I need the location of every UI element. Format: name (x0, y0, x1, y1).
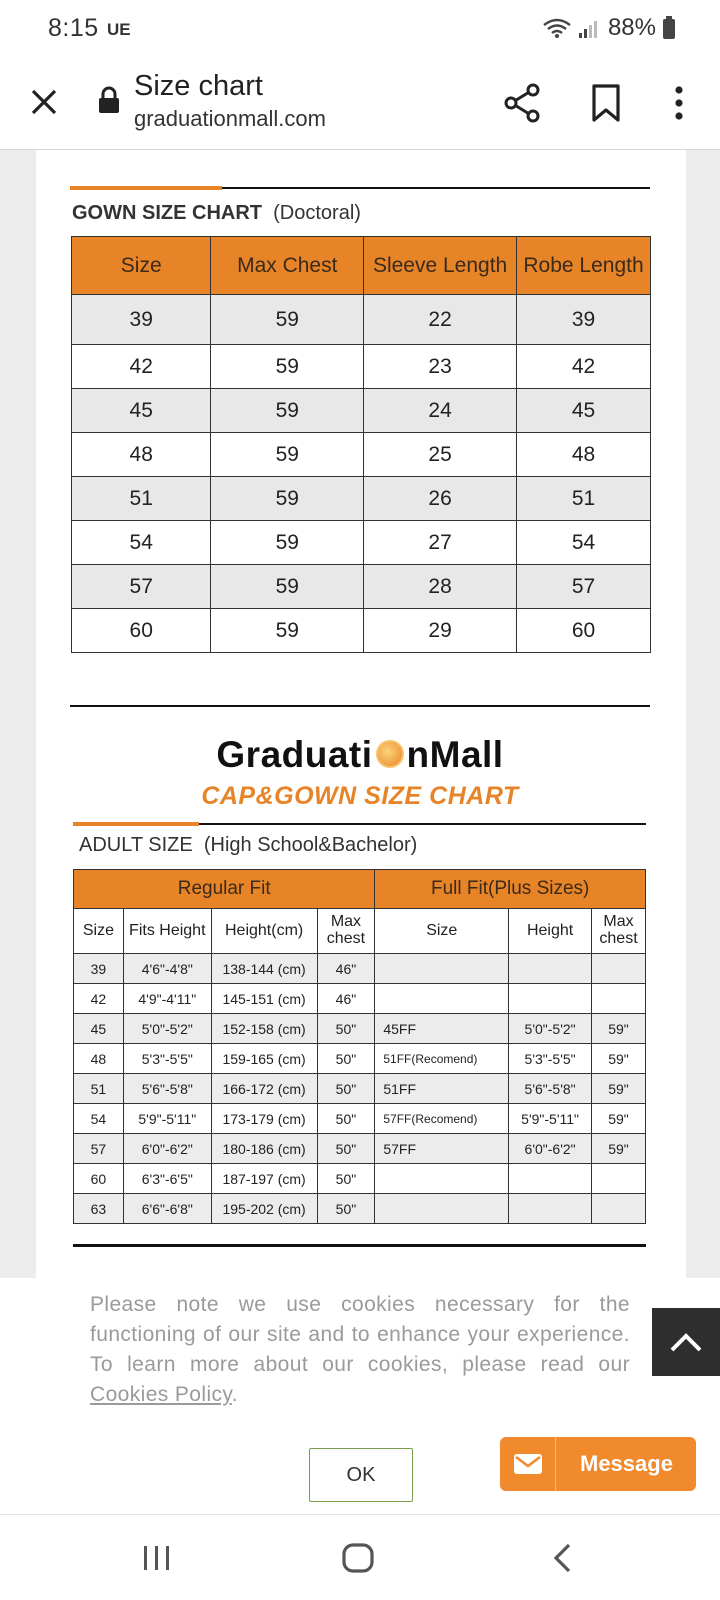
table-row (72, 433, 651, 477)
table-row (74, 984, 646, 1014)
brand-logo (0, 734, 720, 776)
adult-col-ff-height: Height (509, 909, 592, 954)
table-row (74, 1104, 646, 1134)
page-url[interactable]: graduationmall.com (134, 106, 326, 131)
gown-cell: 60 (517, 609, 651, 653)
gown-cell: 59 (211, 477, 364, 521)
gown-cell: 51 (517, 477, 651, 521)
message-button[interactable] (500, 1437, 696, 1491)
table-row (74, 954, 646, 984)
section-divider-accent (70, 186, 222, 190)
gown-cell: 59 (211, 565, 364, 609)
recent-apps-button[interactable] (140, 1543, 174, 1578)
gown-cell: 59 (211, 295, 364, 345)
adult-cell: 57FF (375, 1134, 509, 1164)
cookie-notice-body: Please note we use cookies necessary for the functioning of our site and to enhance your experience. To learn more about our cookies, please read our (90, 1293, 630, 1376)
gown-cell: 26 (364, 477, 517, 521)
adult-cell: 4'9"-4'11" (123, 984, 211, 1014)
adult-cell: 5'3"-5'5" (509, 1044, 592, 1074)
adult-cell: 5'0"-5'2" (509, 1014, 592, 1044)
cookie-notice-text (90, 1290, 630, 1410)
table-row (74, 1074, 646, 1104)
home-button[interactable] (340, 1541, 376, 1580)
gown-cell: 45 (517, 389, 651, 433)
adult-cell: 187-197 (cm) (211, 1164, 317, 1194)
adult-cell (375, 1164, 509, 1194)
lock-icon (98, 86, 120, 114)
page-title: Size chart (134, 70, 263, 102)
home-icon (340, 1541, 376, 1575)
adult-cell: 5'9"-5'11" (509, 1104, 592, 1134)
back-button[interactable] (550, 1541, 576, 1580)
gown-chart-heading (72, 202, 361, 225)
adult-cell (509, 1164, 592, 1194)
gown-chart-heading-bold: GOWN SIZE CHART (72, 202, 262, 224)
gown-cell: 29 (364, 609, 517, 653)
adult-cell: 59" (592, 1074, 646, 1104)
adult-cell (375, 954, 509, 984)
adult-cell: 50" (317, 1194, 375, 1224)
adult-cell: 46" (317, 954, 375, 984)
scroll-to-top-button[interactable] (652, 1308, 720, 1376)
section-divider-accent (73, 822, 199, 826)
table-row (72, 345, 651, 389)
adult-cell: 50" (317, 1104, 375, 1134)
adult-cell: 63 (74, 1194, 124, 1224)
adult-col-fits-height: Fits Height (123, 909, 211, 954)
table-row (72, 521, 651, 565)
adult-col-height-cm: Height(cm) (211, 909, 317, 954)
status-carrier: UE (107, 20, 131, 39)
adult-cell: 45 (74, 1014, 124, 1044)
brand-logo-right: nMall (406, 734, 504, 775)
adult-cell: 48 (74, 1044, 124, 1074)
cookies-policy-link[interactable]: Cookies Policy (90, 1383, 232, 1406)
adult-cell: 5'6"-5'8" (123, 1074, 211, 1104)
adult-cell: 51FF (375, 1074, 509, 1104)
status-time: 8:15 (48, 14, 99, 42)
status-indicators (542, 14, 676, 42)
message-button-label: Message (580, 1451, 673, 1476)
adult-col-max-chest: Max chest (317, 909, 375, 954)
adult-cell (509, 1194, 592, 1224)
adult-cell: 138-144 (cm) (211, 954, 317, 984)
table-row (74, 1164, 646, 1194)
table-row (72, 477, 651, 521)
adult-cell: 5'0"-5'2" (123, 1014, 211, 1044)
gown-col-max-chest: Max Chest (211, 237, 364, 295)
adult-col-ff-size: Size (375, 909, 509, 954)
adult-cell: 5'6"-5'8" (509, 1074, 592, 1104)
adult-chart-heading (79, 834, 417, 857)
adult-size-table (73, 869, 646, 1224)
adult-cell: 180-186 (cm) (211, 1134, 317, 1164)
gown-table-header (72, 237, 651, 295)
gown-cell: 60 (72, 609, 211, 653)
gown-cell: 59 (211, 433, 364, 477)
gown-cell: 27 (364, 521, 517, 565)
table-row (72, 389, 651, 433)
gown-cell: 59 (211, 521, 364, 565)
system-nav-bar (0, 1514, 720, 1600)
mail-icon (500, 1437, 556, 1491)
adult-cell: 50" (317, 1014, 375, 1044)
adult-cell: 50" (317, 1164, 375, 1194)
adult-cell: 54 (74, 1104, 124, 1134)
adult-cell: 59" (592, 1104, 646, 1134)
gown-cell: 54 (517, 521, 651, 565)
gown-cell: 59 (211, 389, 364, 433)
table-row (72, 565, 651, 609)
adult-cell (509, 954, 592, 984)
adult-cell (375, 984, 509, 1014)
adult-cell: 152-158 (cm) (211, 1014, 317, 1044)
adult-cell: 6'6"-6'8" (123, 1194, 211, 1224)
gown-cell: 22 (364, 295, 517, 345)
more-options-button[interactable] (664, 80, 694, 126)
adult-cell: 59" (592, 1134, 646, 1164)
close-icon (30, 88, 58, 116)
adult-cell: 51FF(Recomend) (375, 1044, 509, 1074)
adult-col-size: Size (74, 909, 124, 954)
gown-cell: 28 (364, 565, 517, 609)
adult-cell: 45FF (375, 1014, 509, 1044)
gown-col-robe-length: Robe Length (517, 237, 651, 295)
adult-cell (592, 1194, 646, 1224)
brand-logo-left: Graduati (216, 734, 373, 775)
adult-cell: 166-172 (cm) (211, 1074, 317, 1104)
section-divider (70, 705, 650, 707)
share-button[interactable] (500, 80, 546, 126)
adult-cell: 173-179 (cm) (211, 1104, 317, 1134)
battery-icon (662, 16, 676, 40)
table-row (74, 1134, 646, 1164)
adult-cell: 6'3"-6'5" (123, 1164, 211, 1194)
table-row (74, 1014, 646, 1044)
adult-cell: 159-165 (cm) (211, 1044, 317, 1074)
adult-cell: 4'6"-4'8" (123, 954, 211, 984)
regular-fit-header: Regular Fit (74, 870, 375, 909)
share-icon (500, 80, 546, 126)
adult-cell: 42 (74, 984, 124, 1014)
gown-size-table (71, 236, 651, 653)
gown-cell: 25 (364, 433, 517, 477)
cookie-notice-suffix: . (231, 1383, 239, 1406)
battery-percent: 88% (607, 14, 656, 41)
gown-cell: 39 (517, 295, 651, 345)
section-divider (73, 1244, 646, 1247)
bookmark-button[interactable] (586, 80, 626, 126)
adult-cell: 57FF(Recomend) (375, 1104, 509, 1134)
gown-cell: 42 (72, 345, 211, 389)
adult-cell (592, 954, 646, 984)
gown-cell: 39 (72, 295, 211, 345)
adult-cell: 51 (74, 1074, 124, 1104)
adult-col-ff-max-chest: Max chest (592, 909, 646, 954)
graduation-cap-icon (376, 740, 404, 768)
gown-chart-heading-note: (Doctoral) (273, 202, 361, 224)
gown-cell: 48 (517, 433, 651, 477)
table-row (74, 1044, 646, 1074)
cap-gown-chart-title: CAP&GOWN SIZE CHART (201, 782, 519, 810)
gown-cell: 57 (517, 565, 651, 609)
adult-cell: 50" (317, 1074, 375, 1104)
gown-cell: 23 (364, 345, 517, 389)
adult-cell: 50" (317, 1134, 375, 1164)
adult-chart-heading-bold: ADULT SIZE (79, 834, 193, 856)
gown-cell: 42 (517, 345, 651, 389)
adult-cell: 59" (592, 1014, 646, 1044)
signal-icon (578, 17, 602, 39)
gown-cell: 54 (72, 521, 211, 565)
adult-cell: 5'3"-5'5" (123, 1044, 211, 1074)
gown-cell: 57 (72, 565, 211, 609)
adult-cell: 6'0"-6'2" (123, 1134, 211, 1164)
gown-cell: 48 (72, 433, 211, 477)
adult-table-group-header (74, 870, 646, 909)
adult-cell: 46" (317, 984, 375, 1014)
status-bar (0, 0, 720, 58)
adult-cell: 59" (592, 1044, 646, 1074)
table-row (72, 609, 651, 653)
chevron-up-icon (669, 1331, 703, 1353)
close-button[interactable] (24, 82, 64, 122)
gown-cell: 45 (72, 389, 211, 433)
adult-cell: 6'0"-6'2" (509, 1134, 592, 1164)
adult-cell: 60 (74, 1164, 124, 1194)
table-row (72, 295, 651, 345)
adult-chart-heading-note: (High School&Bachelor) (203, 834, 418, 856)
adult-cell (592, 1164, 646, 1194)
gown-cell: 59 (211, 609, 364, 653)
gown-cell: 51 (72, 477, 211, 521)
adult-table-column-header (74, 909, 646, 954)
adult-cell: 5'9"-5'11" (123, 1104, 211, 1134)
cookie-ok-button[interactable]: OK (309, 1448, 413, 1502)
adult-cell: 57 (74, 1134, 124, 1164)
adult-cell (509, 984, 592, 1014)
adult-cell: 50" (317, 1044, 375, 1074)
recent-apps-icon (140, 1543, 174, 1573)
gown-cell: 24 (364, 389, 517, 433)
full-fit-header: Full Fit(Plus Sizes) (375, 870, 646, 909)
browser-header (0, 58, 720, 150)
more-vertical-icon (664, 80, 694, 126)
bookmark-icon (586, 80, 626, 126)
back-icon (550, 1541, 576, 1575)
adult-cell: 145-151 (cm) (211, 984, 317, 1014)
adult-cell (375, 1194, 509, 1224)
gown-col-sleeve-length: Sleeve Length (364, 237, 517, 295)
wifi-icon (542, 17, 572, 39)
adult-cell: 195-202 (cm) (211, 1194, 317, 1224)
adult-cell: 39 (74, 954, 124, 984)
gown-col-size: Size (72, 237, 211, 295)
gown-cell: 59 (211, 345, 364, 389)
adult-cell (592, 984, 646, 1014)
table-row (74, 1194, 646, 1224)
